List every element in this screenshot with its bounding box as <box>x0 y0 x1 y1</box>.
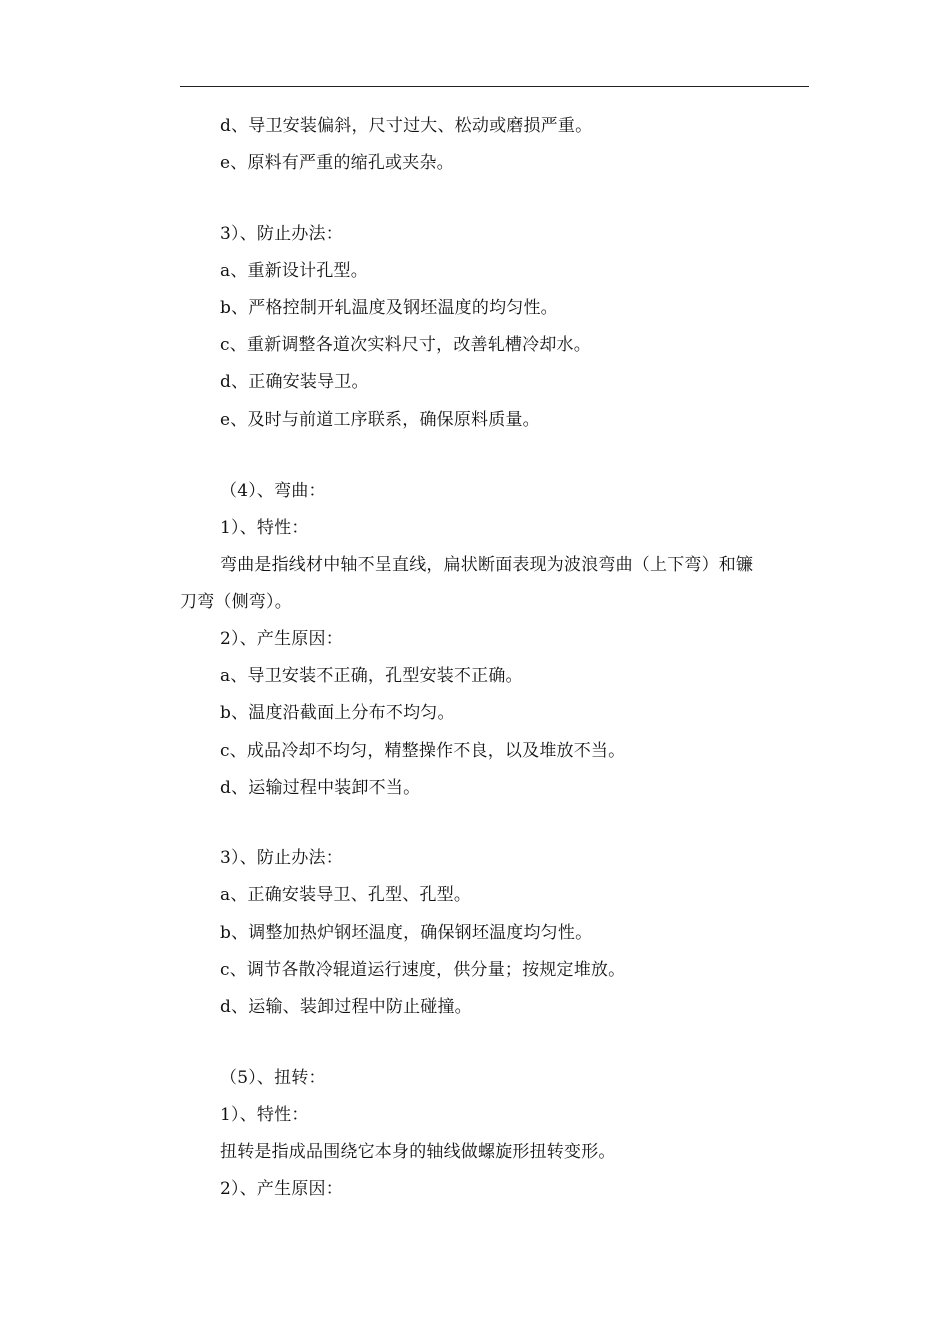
body-line: d、运输、装卸过程中防止碰撞。 <box>220 997 472 1017</box>
body-line: b、严格控制开轧温度及钢坯温度的均匀性。 <box>220 298 558 318</box>
subsection-heading: 2）、产生原因： <box>220 1179 343 1199</box>
body-line: a、正确安装导卫、孔型、孔型。 <box>220 885 472 905</box>
subsection-heading: 2）、产生原因： <box>220 629 343 649</box>
section-heading: （4）、弯曲： <box>220 481 326 501</box>
body-line: a、重新设计孔型。 <box>220 261 368 281</box>
body-line: b、调整加热炉钢坯温度，确保钢坯温度均匀性。 <box>220 923 593 943</box>
subsection-heading: 1）、特性： <box>220 518 309 538</box>
body-line: d、运输过程中装卸不当。 <box>220 778 421 798</box>
section-heading: （5）、扭转： <box>220 1068 326 1088</box>
body-line: c、重新调整各道次实料尺寸，改善轧槽冷却水。 <box>220 335 591 355</box>
subsection-heading: 3）、防止办法： <box>220 848 343 868</box>
section-heading: 3）、防止办法： <box>220 224 343 244</box>
body-line: b、温度沿截面上分布不均匀。 <box>220 703 455 723</box>
body-line: c、成品冷却不均匀，精整操作不良，以及堆放不当。 <box>220 741 626 761</box>
subsection-heading: 1）、特性： <box>220 1105 309 1125</box>
body-line: a、导卫安装不正确，孔型安装不正确。 <box>220 666 523 686</box>
body-line: 刀弯（侧弯）。 <box>180 592 292 612</box>
body-line: e、原料有严重的缩孔或夹杂。 <box>220 153 454 173</box>
header-rule <box>180 86 809 87</box>
body-line: d、正确安装导卫。 <box>220 372 369 392</box>
body-line: 扭转是指成品围绕它本身的轴线做螺旋形扭转变形。 <box>220 1142 616 1162</box>
body-line: d、导卫安装偏斜，尺寸过大、松动或磨损严重。 <box>220 116 593 136</box>
body-line: e、及时与前道工序联系，确保原料质量。 <box>220 410 540 430</box>
body-line: 弯曲是指线材中轴不呈直线，扁状断面表现为波浪弯曲（上下弯）和镰 <box>220 555 754 575</box>
body-line: c、调节各散冷辊道运行速度，供分量；按规定堆放。 <box>220 960 626 980</box>
